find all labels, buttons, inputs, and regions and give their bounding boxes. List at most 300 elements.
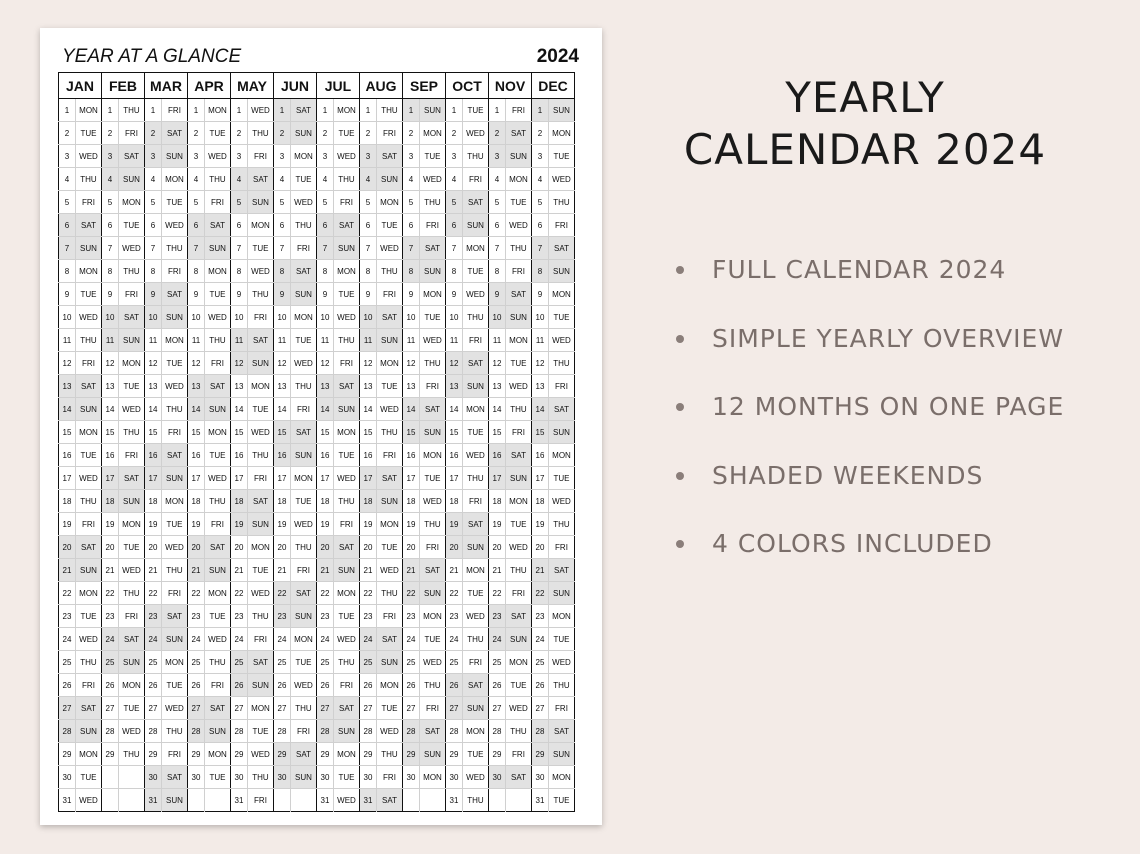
day-number: 26: [274, 674, 291, 697]
weekday-label: TUE: [119, 214, 145, 237]
weekday-label: SAT: [291, 260, 317, 283]
day-number: 4: [489, 168, 506, 191]
weekday-label: WED: [162, 697, 188, 720]
weekday-label: THU: [377, 421, 403, 444]
weekday-label: TUE: [506, 674, 532, 697]
day-number: 3: [59, 145, 76, 168]
day-number: 16: [446, 444, 463, 467]
weekday-label: FRI: [377, 444, 403, 467]
day-number: 6: [489, 214, 506, 237]
bullet-icon: [676, 335, 684, 343]
day-number: 2: [274, 122, 291, 145]
day-number: 7: [403, 237, 420, 260]
day-row: [59, 605, 575, 628]
weekday-label: MON: [119, 513, 145, 536]
day-number: 27: [188, 697, 205, 720]
weekday-label: MON: [76, 99, 102, 122]
day-number: 19: [446, 513, 463, 536]
day-number: 1: [188, 99, 205, 122]
weekday-label: MON: [506, 168, 532, 191]
day-number: 8: [403, 260, 420, 283]
day-number: 23: [360, 605, 377, 628]
weekday-label: SUN: [291, 444, 317, 467]
weekday-label: SUN: [119, 168, 145, 191]
day-number: 13: [317, 375, 334, 398]
day-number: 25: [532, 651, 549, 674]
weekday-label: FRI: [162, 582, 188, 605]
weekday-label: MON: [76, 582, 102, 605]
weekday-label: THU: [377, 743, 403, 766]
day-number: 9: [102, 283, 119, 306]
weekday-label: TUE: [549, 628, 575, 651]
day-number: 5: [188, 191, 205, 214]
day-number: 5: [532, 191, 549, 214]
day-number: 16: [274, 444, 291, 467]
day-number: 25: [188, 651, 205, 674]
day-number: 31: [59, 789, 76, 812]
day-number: 5: [231, 191, 248, 214]
day-number: 10: [532, 306, 549, 329]
day-number: 7: [489, 237, 506, 260]
day-number: 29: [360, 743, 377, 766]
weekday-label: WED: [377, 559, 403, 582]
day-number: 14: [102, 398, 119, 421]
day-number: 11: [274, 329, 291, 352]
day-number: [489, 789, 506, 812]
day-number: 8: [274, 260, 291, 283]
day-number: 9: [446, 283, 463, 306]
product-title: [640, 72, 1090, 176]
day-number: 4: [188, 168, 205, 191]
weekday-label: MON: [291, 306, 317, 329]
weekday-label: FRI: [334, 352, 360, 375]
day-number: 10: [446, 306, 463, 329]
day-number: 19: [360, 513, 377, 536]
weekday-label: MON: [420, 122, 446, 145]
day-number: 21: [446, 559, 463, 582]
weekday-label: THU: [162, 720, 188, 743]
day-number: 19: [274, 513, 291, 536]
weekday-label: THU: [291, 697, 317, 720]
weekday-label: FRI: [549, 214, 575, 237]
day-number: 25: [102, 651, 119, 674]
day-row: [59, 789, 575, 812]
day-number: 24: [274, 628, 291, 651]
day-number: 4: [317, 168, 334, 191]
weekday-label: MON: [549, 605, 575, 628]
weekday-label: SAT: [119, 628, 145, 651]
day-number: 10: [188, 306, 205, 329]
day-number: 1: [102, 99, 119, 122]
weekday-label: SAT: [377, 628, 403, 651]
weekday-label: THU: [162, 398, 188, 421]
day-number: 6: [145, 214, 162, 237]
day-number: 23: [274, 605, 291, 628]
day-number: 25: [360, 651, 377, 674]
weekday-label: SAT: [291, 743, 317, 766]
weekday-label: TUE: [248, 720, 274, 743]
day-number: 3: [102, 145, 119, 168]
weekday-label: TUE: [248, 237, 274, 260]
feature-list: [676, 250, 1064, 593]
day-number: 19: [403, 513, 420, 536]
weekday-label: THU: [248, 122, 274, 145]
weekday-label: SAT: [420, 237, 446, 260]
weekday-label: SUN: [205, 559, 231, 582]
weekday-label: SAT: [463, 674, 489, 697]
feature-text: 12 MONTHS ON ONE PAGE: [712, 392, 1065, 421]
day-number: 8: [59, 260, 76, 283]
day-number: 27: [532, 697, 549, 720]
weekday-label: WED: [248, 260, 274, 283]
weekday-label: WED: [420, 651, 446, 674]
weekday-label: FRI: [205, 352, 231, 375]
weekday-label: TUE: [420, 306, 446, 329]
day-number: 12: [102, 352, 119, 375]
weekday-label: MON: [334, 582, 360, 605]
day-row: [59, 306, 575, 329]
weekday-label: WED: [205, 628, 231, 651]
day-number: 3: [317, 145, 334, 168]
day-number: 9: [403, 283, 420, 306]
day-number: 26: [489, 674, 506, 697]
weekday-label: THU: [248, 283, 274, 306]
weekday-label: SAT: [334, 214, 360, 237]
day-row: [59, 720, 575, 743]
weekday-label: MON: [76, 421, 102, 444]
day-number: 4: [360, 168, 377, 191]
weekday-label: SAT: [119, 306, 145, 329]
day-number: 22: [274, 582, 291, 605]
weekday-label: TUE: [119, 536, 145, 559]
day-number: 31: [317, 789, 334, 812]
day-number: 30: [231, 766, 248, 789]
day-row: [59, 444, 575, 467]
weekday-label: TUE: [463, 260, 489, 283]
day-number: 24: [231, 628, 248, 651]
weekday-label: WED: [248, 99, 274, 122]
day-number: 14: [317, 398, 334, 421]
weekday-label: MON: [291, 467, 317, 490]
weekday-label: THU: [76, 168, 102, 191]
weekday-label: SUN: [119, 490, 145, 513]
weekday-label: SUN: [506, 145, 532, 168]
day-row: [59, 697, 575, 720]
weekday-label: FRI: [377, 122, 403, 145]
weekday-label: THU: [334, 651, 360, 674]
weekday-label: FRI: [420, 214, 446, 237]
day-number: 19: [102, 513, 119, 536]
day-number: 19: [231, 513, 248, 536]
day-number: 7: [532, 237, 549, 260]
day-number: 16: [188, 444, 205, 467]
weekday-label: TUE: [162, 513, 188, 536]
day-number: 8: [489, 260, 506, 283]
weekday-label: FRI: [506, 99, 532, 122]
day-number: 9: [188, 283, 205, 306]
day-number: 13: [231, 375, 248, 398]
day-number: 28: [274, 720, 291, 743]
weekday-label: TUE: [334, 283, 360, 306]
day-number: 13: [59, 375, 76, 398]
day-number: 19: [59, 513, 76, 536]
feature-item: [676, 250, 1064, 319]
weekday-label: SUN: [205, 237, 231, 260]
weekday-label: SAT: [119, 145, 145, 168]
day-number: 28: [489, 720, 506, 743]
day-number: 5: [446, 191, 463, 214]
day-number: 13: [532, 375, 549, 398]
weekday-label: WED: [334, 145, 360, 168]
weekday-label: SAT: [205, 214, 231, 237]
day-number: 18: [360, 490, 377, 513]
weekday-label: FRI: [463, 168, 489, 191]
day-number: 23: [489, 605, 506, 628]
weekday-label: FRI: [162, 421, 188, 444]
month-header-jun: JUN: [274, 73, 317, 99]
day-number: 10: [403, 306, 420, 329]
day-number: 29: [489, 743, 506, 766]
weekday-label: MON: [463, 559, 489, 582]
day-row: [59, 674, 575, 697]
weekday-label: TUE: [553, 795, 570, 805]
weekday-label: SUN: [248, 191, 274, 214]
day-number: 12: [360, 352, 377, 375]
day-number: 18: [489, 490, 506, 513]
weekday-label: WED: [549, 490, 575, 513]
day-number: 27: [59, 697, 76, 720]
weekday-label: THU: [420, 513, 446, 536]
day-number: 4: [274, 168, 291, 191]
day-number: 4: [403, 168, 420, 191]
day-row: [59, 214, 575, 237]
day-number: 2: [188, 122, 205, 145]
day-number: 11: [188, 329, 205, 352]
weekday-label: SUN: [506, 467, 532, 490]
day-number: 7: [145, 237, 162, 260]
month-header-aug: AUG: [360, 73, 403, 99]
weekday-label: THU: [549, 674, 575, 697]
day-number: 25: [231, 651, 248, 674]
weekday-label: TUE: [334, 766, 360, 789]
weekday-label: SAT: [463, 352, 489, 375]
bullet-icon: [676, 540, 684, 548]
day-number: 1: [360, 99, 377, 122]
weekday-label: MON: [119, 191, 145, 214]
day-number: 22: [317, 582, 334, 605]
weekday-label: SUN: [334, 398, 360, 421]
day-number: 25: [403, 651, 420, 674]
weekday-label: THU: [549, 191, 575, 214]
day-number: 2: [317, 122, 334, 145]
day-number: 14: [360, 398, 377, 421]
day-number: 20: [145, 536, 162, 559]
weekday-label: SUN: [76, 559, 102, 582]
weekday-label: SUN: [506, 628, 532, 651]
weekday-label: WED: [76, 145, 102, 168]
weekday-label: THU: [119, 421, 145, 444]
weekday-label: MON: [420, 283, 446, 306]
weekday-label: SUN: [377, 490, 403, 513]
day-number: 28: [446, 720, 463, 743]
day-number: 26: [102, 674, 119, 697]
weekday-label: WED: [205, 467, 231, 490]
day-number: 26: [231, 674, 248, 697]
year-calendar-table: [58, 72, 575, 812]
day-number: 28: [532, 720, 549, 743]
weekday-label: WED: [291, 674, 317, 697]
day-row: [59, 743, 575, 766]
weekday-label: SAT: [248, 168, 274, 191]
weekday-label: MON: [506, 490, 532, 513]
weekday-label: TUE: [205, 605, 231, 628]
weekday-label: MON: [463, 398, 489, 421]
weekday-label: SAT: [248, 329, 274, 352]
weekday-label: WED: [377, 720, 403, 743]
day-number: 16: [231, 444, 248, 467]
weekday-label: WED: [291, 352, 317, 375]
day-number: 3: [274, 145, 291, 168]
day-number: 15: [145, 421, 162, 444]
weekday-label: SUN: [334, 237, 360, 260]
weekday-label: MON: [377, 191, 403, 214]
day-number: 13: [145, 375, 162, 398]
day-row: [59, 421, 575, 444]
weekday-label: WED: [420, 329, 446, 352]
day-number: 20: [403, 536, 420, 559]
weekday-label: FRI: [506, 260, 532, 283]
day-row: [59, 490, 575, 513]
day-number: 17: [360, 467, 377, 490]
weekday-label: TUE: [420, 628, 446, 651]
weekday-label: TUE: [334, 605, 360, 628]
weekday-label: [205, 789, 231, 812]
day-number: 20: [59, 536, 76, 559]
day-number: 14: [188, 398, 205, 421]
month-header-row: [59, 73, 575, 99]
day-number: 22: [446, 582, 463, 605]
day-number: 20: [274, 536, 291, 559]
weekday-label: WED: [463, 444, 489, 467]
day-number: 13: [489, 375, 506, 398]
weekday-label: MON: [205, 582, 231, 605]
day-number: 17: [403, 467, 420, 490]
day-number: 12: [403, 352, 420, 375]
day-number: 16: [489, 444, 506, 467]
day-number: 1: [532, 99, 549, 122]
day-number: 25: [317, 651, 334, 674]
day-number: 22: [59, 582, 76, 605]
weekday-label: TUE: [76, 122, 102, 145]
weekday-label: MON: [420, 766, 446, 789]
day-number: 14: [532, 398, 549, 421]
weekday-label: SUN: [205, 720, 231, 743]
day-number: 7: [360, 237, 377, 260]
day-number: 27: [145, 697, 162, 720]
day-number: 28: [231, 720, 248, 743]
weekday-label: WED: [334, 467, 360, 490]
day-number: 3: [145, 145, 162, 168]
day-number: 23: [317, 605, 334, 628]
weekday-label: TUE: [549, 145, 575, 168]
day-number: 10: [102, 306, 119, 329]
weekday-label: WED: [162, 536, 188, 559]
weekday-label: SAT: [162, 444, 188, 467]
day-number: 3: [231, 145, 248, 168]
feature-item: [676, 456, 1064, 525]
weekday-label: MON: [248, 697, 274, 720]
weekday-label: TUE: [463, 421, 489, 444]
day-number: 26: [403, 674, 420, 697]
weekday-label: SAT: [76, 536, 102, 559]
day-number: 23: [231, 605, 248, 628]
day-number: 31: [446, 789, 463, 812]
day-number: [274, 789, 291, 812]
weekday-label: SAT: [76, 214, 102, 237]
weekday-label: TUE: [377, 375, 403, 398]
weekday-label: TUE: [506, 513, 532, 536]
day-number: 1: [274, 99, 291, 122]
day-number: 6: [231, 214, 248, 237]
day-number: 29: [446, 743, 463, 766]
weekday-label: FRI: [377, 766, 403, 789]
weekday-label: SAT: [420, 720, 446, 743]
weekday-label: THU: [205, 329, 231, 352]
weekday-label: SAT: [205, 536, 231, 559]
day-number: 11: [317, 329, 334, 352]
weekday-label: SAT: [162, 605, 188, 628]
day-number: 10: [231, 306, 248, 329]
weekday-label: SAT: [377, 306, 403, 329]
day-number: 25: [489, 651, 506, 674]
day-number: 21: [360, 559, 377, 582]
day-number: 2: [59, 122, 76, 145]
weekday-label: TUE: [205, 122, 231, 145]
day-number: [188, 789, 205, 812]
month-header-oct: OCT: [446, 73, 489, 99]
weekday-label: SUN: [162, 467, 188, 490]
month-header-sep: SEP: [403, 73, 446, 99]
weekday-label: WED: [549, 168, 575, 191]
weekday-label: FRI: [377, 283, 403, 306]
day-number: 12: [532, 352, 549, 375]
weekday-label: FRI: [205, 513, 231, 536]
weekday-label: WED: [119, 237, 145, 260]
weekday-label: MON: [119, 674, 145, 697]
day-number: 21: [532, 559, 549, 582]
day-number: 3: [489, 145, 506, 168]
day-number: 27: [403, 697, 420, 720]
day-number: 2: [532, 122, 549, 145]
weekday-label: FRI: [248, 628, 274, 651]
weekday-label: SAT: [248, 651, 274, 674]
weekday-label: SAT: [377, 467, 403, 490]
day-number: 4: [59, 168, 76, 191]
day-number: 5: [102, 191, 119, 214]
day-row: [59, 536, 575, 559]
day-number: 11: [231, 329, 248, 352]
day-number: 24: [360, 628, 377, 651]
weekday-label: THU: [76, 490, 102, 513]
weekday-label: TUE: [549, 306, 575, 329]
weekday-label: TUE: [377, 536, 403, 559]
day-number: 6: [59, 214, 76, 237]
day-number: 13: [446, 375, 463, 398]
weekday-label: TUE: [119, 375, 145, 398]
weekday-label: SAT: [291, 99, 317, 122]
weekday-label: MON: [334, 421, 360, 444]
day-number: 8: [317, 260, 334, 283]
